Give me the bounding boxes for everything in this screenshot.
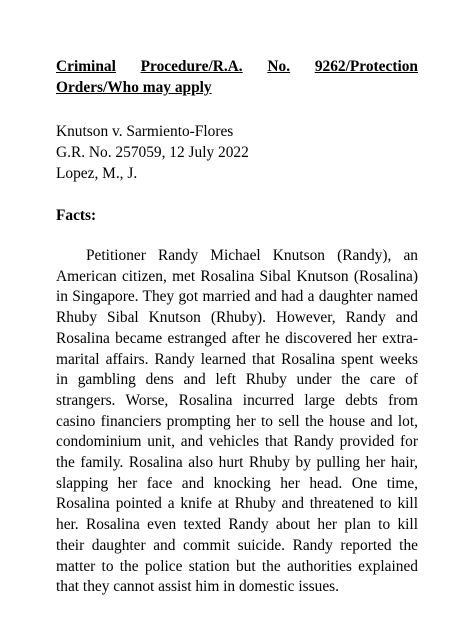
title-word: Criminal [56, 58, 116, 75]
title-word: Procedure/R.A. [140, 58, 243, 75]
title-line-1 [56, 56, 418, 77]
title-line-2: Orders/Who may apply [56, 79, 212, 96]
case-name: Knutson v. Sarmiento-Flores [56, 123, 234, 140]
facts-heading: Facts: [56, 207, 97, 224]
title-word: No. [267, 58, 291, 75]
facts-paragraph: Petitioner Randy Michael Knutson (Randy), an American citizen, met Rosalina Sibal Knutson (Rosalina) in Singapore. They got married and had a daughter named Rhuby Sibal Knutson (Rhuby). However, Randy and Rosalina became estranged after he discovered her extra-marital affairs. Randy learned that Rosalina spent weeks in gambling dens and left Rhuby under the care of strangers. Worse, Rosalina incurred large debts from casino financiers prompting her to sell the house and lot, condominium unit, and vehicles that Randy provided for the family. Rosalina also hurt Rhuby by pulling her hair, slapping her face and knocking her head. One time, Rosalina pointed a knife at Rhuby and threatened to kill her. Rosalina even texted Randy about her plan to kill their daughter and commit suicide. Randy reported the matter to the police station but the authorities explained that they cannot assist him in domestic issues. [56, 247, 418, 596]
document-title [56, 56, 418, 98]
document-page [56, 56, 418, 613]
title-word: 9262/Protection [314, 58, 418, 75]
case-citation [56, 121, 418, 184]
ponente: Lopez, M., J. [56, 165, 138, 182]
gr-number: G.R. No. 257059, 12 July 2022 [56, 144, 249, 161]
